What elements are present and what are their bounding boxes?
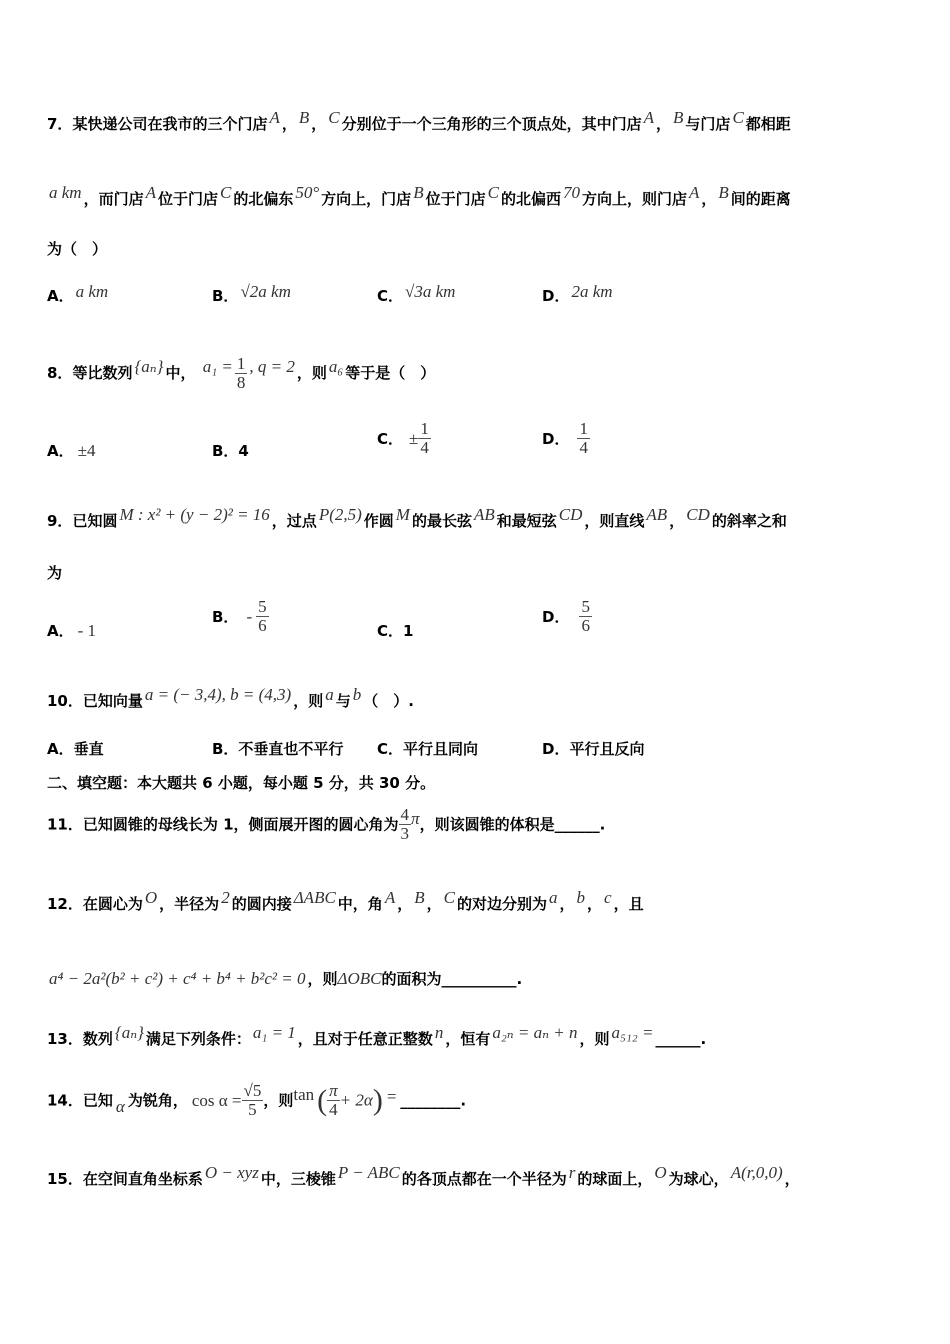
q9-option-b[interactable]: B． - $\frac{5}{6}$	[212, 597, 267, 635]
q13-line1: 13．数列 {aₙ} 满足下列条件： a₁ = 1 ，且对于任意正整数 n ，恒有 a₂ₙ = aₙ + n ，则 a₅₁₂ = ______.	[47, 1023, 707, 1048]
q7-line3: 为（ ）	[47, 240, 108, 258]
q7-line2: a km ，而门店 A 位于门店 C 的北偏东 50° 方向上，门店 B 位于门店 C 的北偏西 70 方向上，则门店 A ， B 间的距离	[49, 183, 791, 208]
q8-fraction: $\frac{1}{8}$	[236, 354, 246, 392]
q7-number: 7．	[47, 115, 73, 133]
q15-line1: 15．在空间直角坐标系 O − xyz 中，三棱锥 P − ABC 的各顶点都在一个半径为 r 的球面上， O 为球心， A(r,0,0) ，	[47, 1163, 800, 1188]
q9-option-a[interactable]: A． - 1	[47, 621, 97, 640]
q10-option-d[interactable]: D．平行且反向	[542, 740, 645, 758]
q8-line1: 8．等比数列 {aₙ} 中， a₁ = $\frac{1}{8}$ , q = 2 ，则 a₆ 等于是（ ）	[47, 354, 436, 392]
q10-option-a[interactable]: A．垂直	[47, 740, 104, 758]
q10-line1: 10．已知向量 a = (− 3,4), b = (4,3) ，则 a 与 b （ ）.	[47, 685, 414, 710]
q11-line1: 11．已知圆锥的母线长为 1，侧面展开图的圆心角为 $\frac{4}{3}$ π，则该圆锥的体积是______.	[47, 805, 606, 843]
q12-line1: 12．在圆心为 O ，半径为 2 的圆内接 ΔABC 中，角 A ， B ， C 的对边分别为 a ， b ， c ，且	[47, 888, 644, 913]
q14-line1: 14．已知 α 为锐角， cos α = $\frac{√5}{5}$ ，则tan ( $\frac{\pi}{4}$ + 2α) = ________.	[47, 1081, 467, 1119]
q9-option-d[interactable]: D． $\frac{5}{6}$	[542, 597, 590, 635]
q9-line1: 9．已知圆 M : x² + (y − 2)² = 16 ，过点 P(2,5) 作圆 M 的最长弦 AB 和最短弦 CD ，则直线 AB ， CD 的斜率之和	[47, 505, 787, 530]
q10-option-b[interactable]: B．不垂直也不平行	[212, 740, 344, 758]
q9-option-c[interactable]: C．1	[377, 622, 414, 640]
q8-option-c[interactable]: C． ± $\frac{1}{4}$	[377, 419, 429, 457]
q7-line1: 7．某快递公司在我市的三个门店 A ， B ， C 分别位于一个三角形的三个顶点处，其中门店 A ， B 与门店 C 都相距	[47, 108, 791, 133]
q10-option-c[interactable]: C．平行且同向	[377, 740, 479, 758]
section-heading: 二、填空题：本大题共 6 小题，每小题 5 分，共 30 分。	[47, 774, 436, 792]
q7-option-a[interactable]: A． a km	[47, 282, 109, 305]
q8-option-b[interactable]: B．4	[212, 442, 249, 460]
q9-line2: 为	[47, 564, 63, 582]
q7-option-d[interactable]: D． 2a km	[542, 282, 613, 305]
q7-option-c[interactable]: C． √3a km	[377, 282, 456, 305]
q12-line2: a⁴ − 2a²(b² + c²) + c⁴ + b⁴ + b²c² = 0 ，则ΔOBC的面积为__________.	[49, 969, 523, 988]
q8-option-a[interactable]: A． ±4	[47, 441, 96, 460]
q7-option-b[interactable]: B． √2a km	[212, 282, 291, 305]
q8-option-d[interactable]: D． $\frac{1}{4}$	[542, 419, 588, 457]
